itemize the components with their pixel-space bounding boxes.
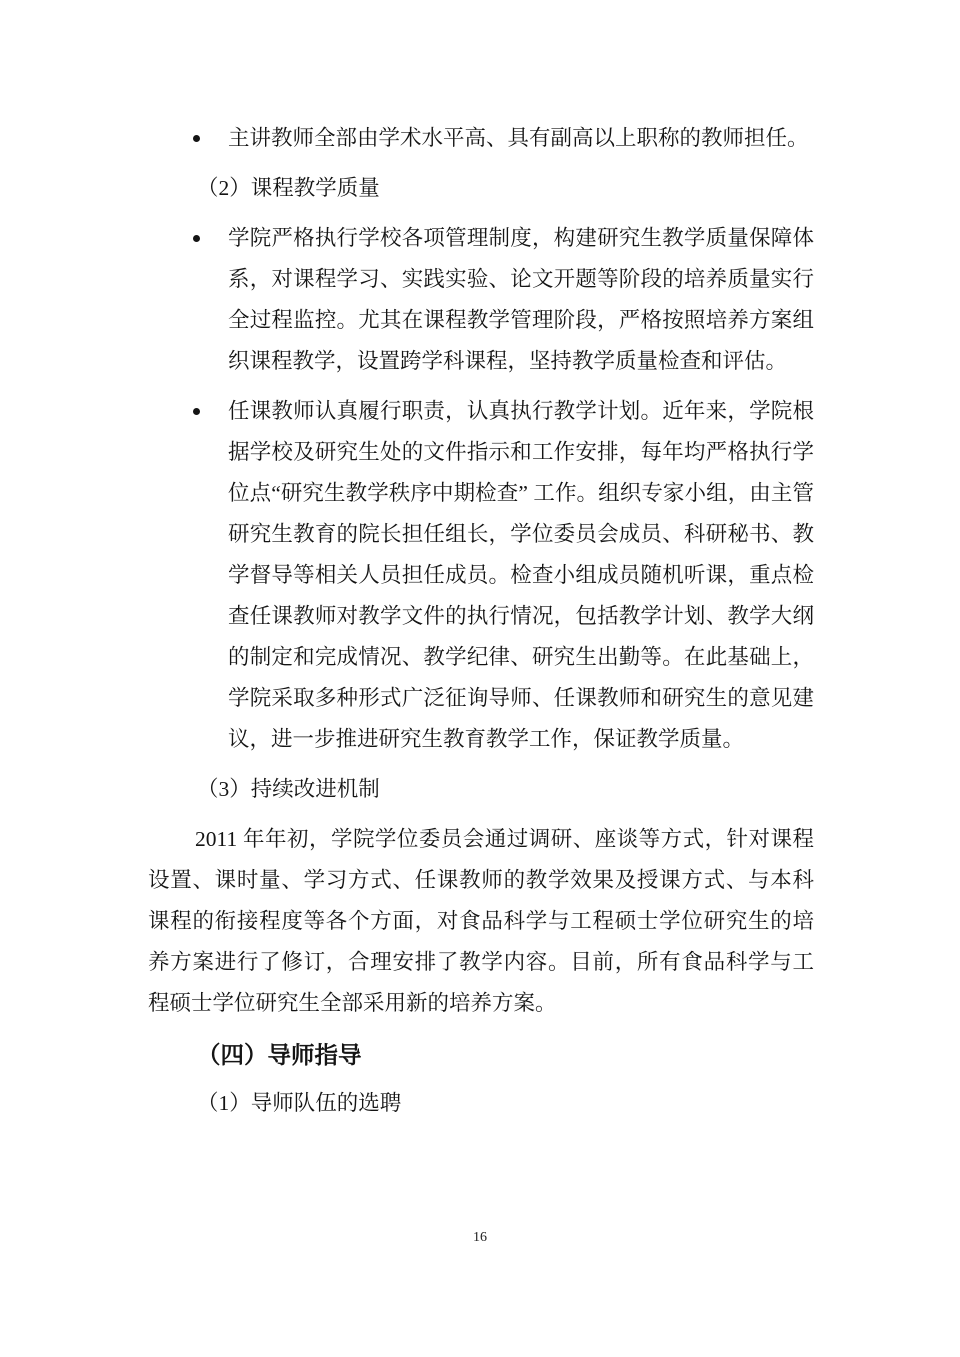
bullet-text: 任课教师认真履行职责，认真执行教学计划。近年来，学院根据学校及研究生处的文件指示和工作安排，每年均严格执行学位点“研究生教学秩序中期检查” 工作。组织专家小组，由主管研究生教育的院长担任组长，学位委员会成员、科研秘书、教学督导等相关人员担任成员。检查小组成员随机听课，重点检查任课教师对教学文件的执行情况，包括教学计划、教学大纲的制定和完成情况、教学纪律、研究生出勤等。在此基础上，学院采取多种形式广泛征询导师、任课教师和研究生的意见建议，进一步推进研究生教育教学工作，保证教学质量。 — [228, 399, 814, 751]
bullet-icon — [193, 408, 200, 415]
subheading-supervisor-selection: （1）导师队伍的选聘 — [197, 1091, 402, 1115]
bullet-icon — [193, 135, 200, 142]
bullet-icon — [193, 235, 200, 242]
bullet-text: 学院严格执行学校各项管理制度，构建研究生教学质量保障体系，对课程学习、实践实验、论文开题等阶段的培养质量实行全过程监控。尤其在课程教学管理阶段，严格按照培养方案组织课程教学，设置跨学科课程，坚持教学质量检查和评估。 — [228, 226, 814, 373]
bullet-item-teaching-inspection — [148, 391, 814, 760]
bullet-item-quality-system — [148, 218, 814, 382]
subheading-continuous-improvement: （3）持续改进机制 — [197, 777, 380, 801]
section-heading-supervisor-guidance: （四）导师指导 — [197, 1042, 362, 1068]
page-number: 16 — [473, 1230, 487, 1245]
bullet-text: 主讲教师全部由学术水平高、具有副高以上职称的教师担任。 — [228, 126, 809, 150]
document-content — [148, 118, 814, 1133]
paragraph-2011-revision: 2011 年年初，学院学位委员会通过调研、座谈等方式，针对课程设置、课时量、学习方式、任课教师的教学效果及授课方式、与本科课程的衔接程度等各个方面，对食品科学与工程硕士学位研究生的培养方案进行了修订，合理安排了教学内容。目前，所有食品科学与工程硕士学位研究生全部采用新的培养方案。 — [148, 827, 814, 1015]
bullet-item-lecturers — [148, 118, 814, 159]
subheading-course-teaching-quality: （2）课程教学质量 — [197, 176, 380, 200]
